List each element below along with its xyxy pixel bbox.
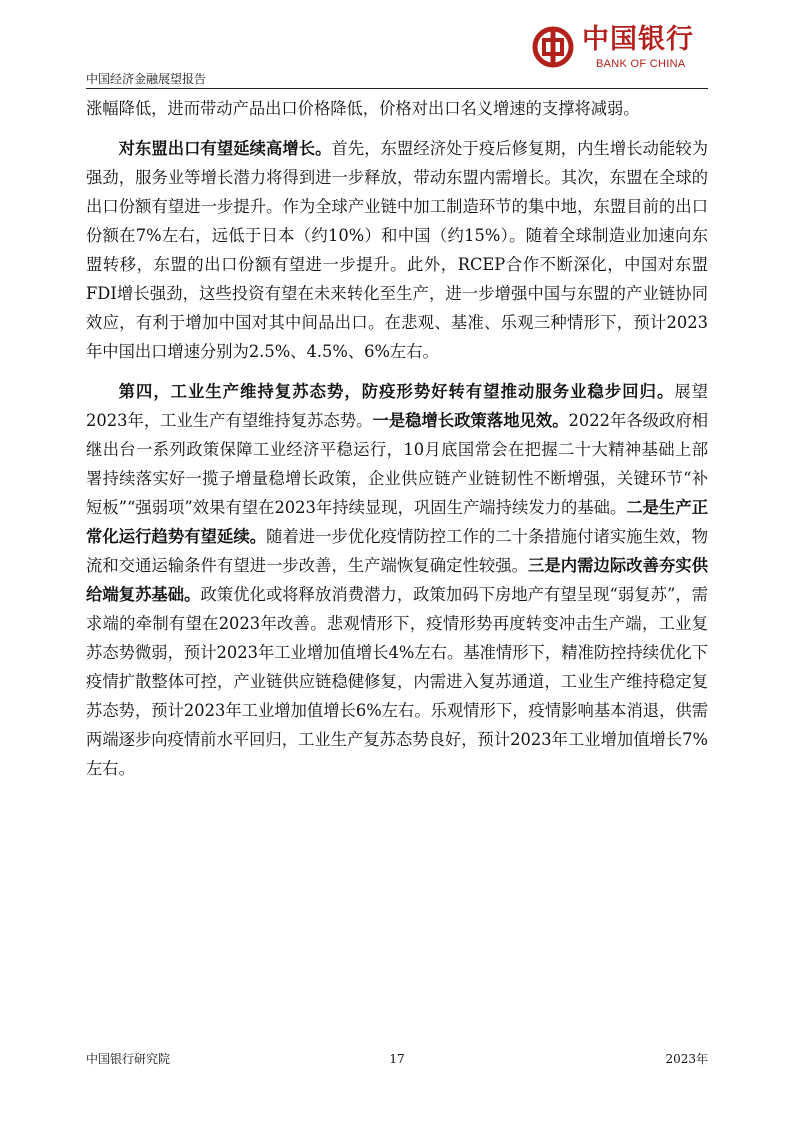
logo-chinese-text: 中国银行 <box>582 24 694 55</box>
bold-text-run: 二是生产正常化运行趋势有望延续。 <box>86 498 708 546</box>
footer-institute: 中国银行研究院 <box>86 1052 171 1066</box>
paragraph <box>86 377 708 783</box>
bank-of-china-logo-icon <box>532 26 574 68</box>
text-run: 展望2023年，工业生产有望维持复苏态势。 <box>86 382 708 430</box>
text-run: 2022年各级政府相继出台一系列政策保障工业经济平稳运行，10月底国常会在把握二十大精神基础上部署持续落实好一揽子增量稳增长政策，企业供应链产业链韧性不断增强，关键环节“补短板”“强弱项”效果有望在2023年持续显现，巩固生产端持续发力的基础。 <box>86 411 708 517</box>
report-title: 中国经济金融展望报告 <box>86 72 207 86</box>
text-run: 政策优化或将释放消费潜力，政策加码下房地产有望呈现“弱复苏”，需求端的牵制有望在2023年改善。悲观情形下，疫情形势再度转变冲击生产端，工业复苏态势微弱，预计2023年工业增加值增长4%左右。基准情形下，精准防控持续优化下疫情扩散整体可控，产业链供应链稳健修复，内需进入复苏通道，工业生产维持稳定复苏态势，预计2023年工业增加值增长6%左右。乐观情形下，疫情影响基本消退，供需两端逐步向疫情前水平回归，工业生产复苏态势良好，预计2023年工业增加值增长7%左右。 <box>86 585 708 778</box>
page-number: 17 <box>389 1052 405 1066</box>
paragraph <box>86 94 708 123</box>
text-run: 随着进一步优化疫情防控工作的二十条措施付诸实施生效，物流和交通运输条件有望进一步改善，生产端恢复确定性较强。 <box>86 527 708 575</box>
footer-year: 2023年 <box>665 1052 708 1066</box>
page-header <box>86 20 708 88</box>
bold-text-run: 三是内需边际改善夯实供给端复苏基础。 <box>86 556 708 604</box>
text-run: 涨幅降低，进而带动产品出口价格降低，价格对出口名义增速的支撑将减弱。 <box>86 99 640 118</box>
page-footer <box>86 1052 708 1068</box>
logo-english-text: BANK OF CHINA <box>596 58 686 70</box>
bank-logo <box>532 20 708 78</box>
bold-text-run: 一是稳增长政策落地见效。 <box>372 411 569 430</box>
bold-text-run: 对东盟出口有望延续高增长。 <box>118 139 332 158</box>
header-divider <box>86 88 708 89</box>
document-body <box>86 94 708 794</box>
bold-text-run: 第四，工业生产维持复苏态势，防疫形势好转有望推动服务业稳步回归。 <box>118 382 675 401</box>
text-run: 首先，东盟经济处于疫后修复期，内生增长动能较为强劲，服务业等增长潜力将得到进一步释放，带动东盟内需增长。其次，东盟在全球的出口份额有望进一步提升。作为全球产业链中加工制造环节的集中地，东盟目前的出口份额在7%左右，远低于日本（约10%）和中国（约15%）。随着全球制造业加速向东盟转移，东盟的出口份额有望进一步提升。此外，RCEP合作不断深化，中国对东盟FDI增长强劲，这些投资有望在未来转化至生产，进一步增强中国与东盟的产业链协同效应，有利于增加中国对其中间品出口。在悲观、基准、乐观三种情形下，预计2023年中国出口增速分别为2.5%、4.5%、6%左右。 <box>86 139 708 361</box>
paragraph <box>86 134 708 366</box>
